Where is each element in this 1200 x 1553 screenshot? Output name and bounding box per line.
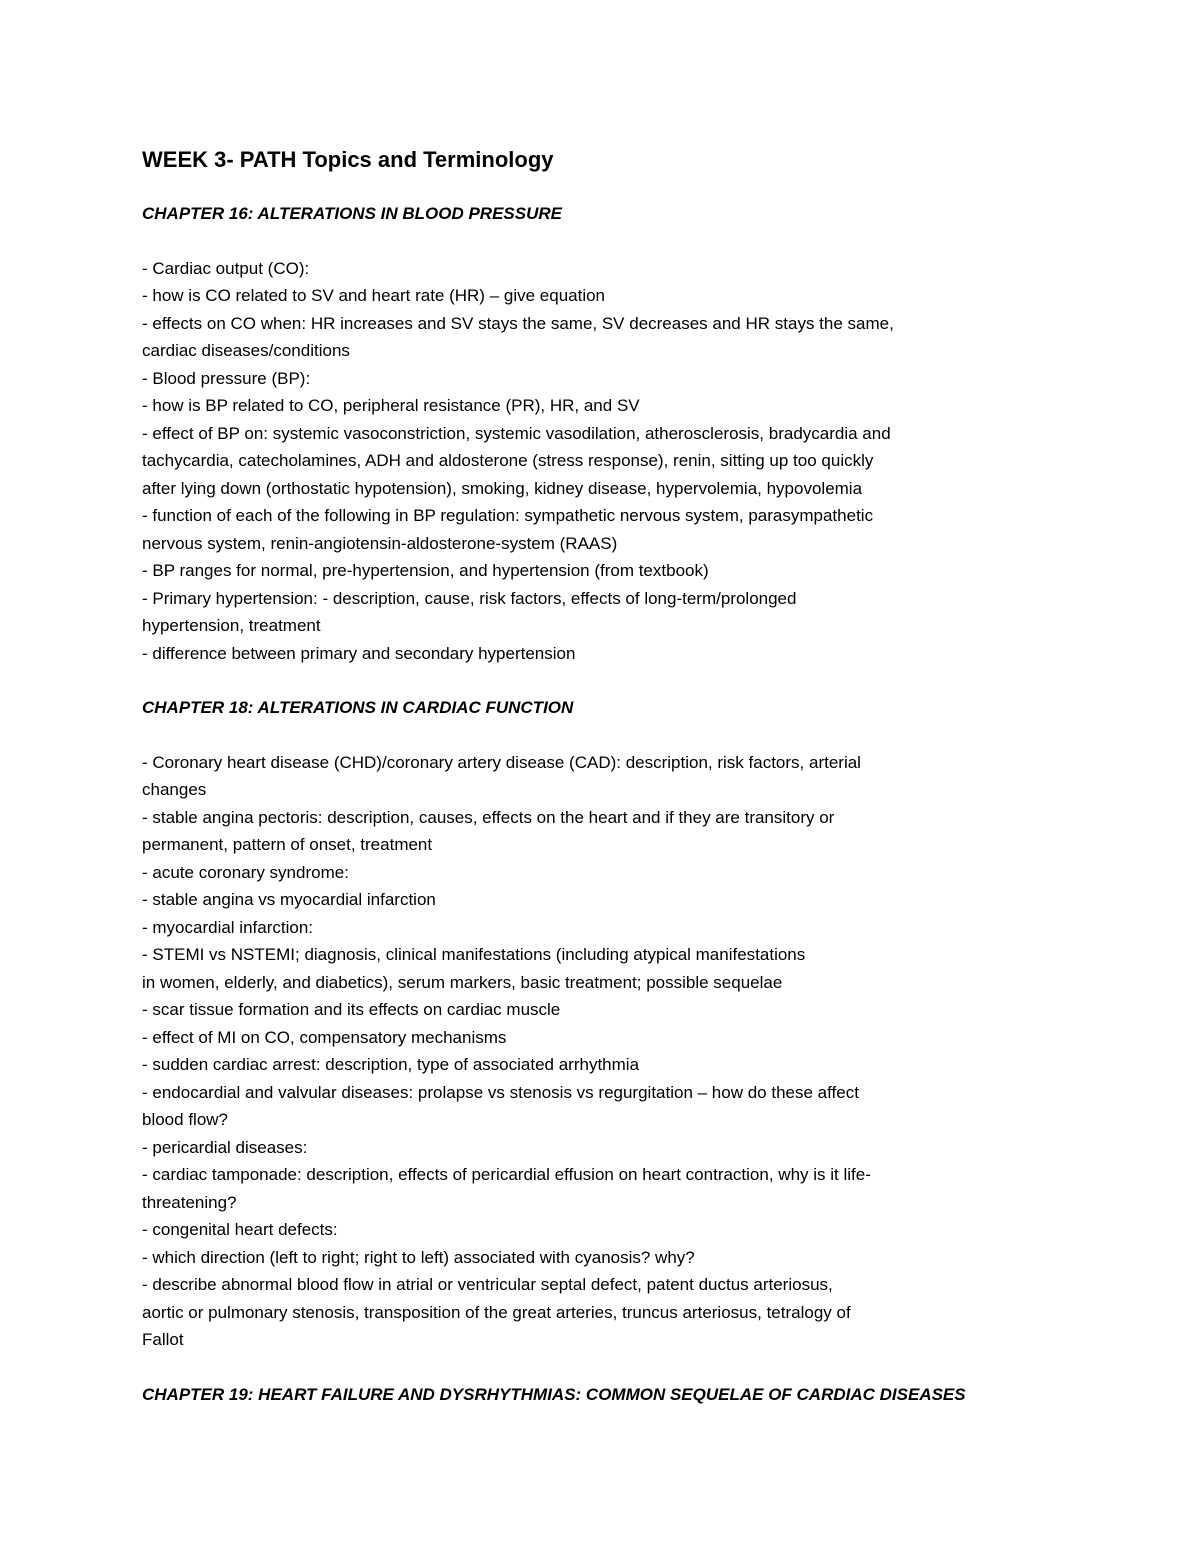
list-line: - difference between primary and secondary hypertension [142,643,576,663]
list-line: - endocardial and valvular diseases: prolapse vs stenosis vs regurgitation – how do these affect [142,1082,859,1102]
list-line: - pericardial diseases: [142,1137,308,1157]
list-line: after lying down (orthostatic hypotension), smoking, kidney disease, hypervolemia, hypovolemia [142,478,863,498]
list-line: tachycardia, catecholamines, ADH and aldosterone (stress response), renin, sitting up too quickly [142,451,874,470]
chapter-19-heading: CHAPTER 19: HEART FAILURE AND DYSRHYTHMIAS: COMMON SEQUELAE OF CARDIAC DISEASES [142,1384,966,1404]
chapter-18-heading: CHAPTER 18: ALTERATIONS IN CARDIAC FUNCTION [142,698,574,717]
list-line: - how is CO related to SV and heart rate (HR) – give equation [142,286,606,305]
list-line: - Coronary heart disease (CHD)/coronary artery disease (CAD): description, risk factors, arterial [142,752,861,772]
list-line: - stable angina pectoris: description, causes, effects on the heart and if they are transitory or [142,807,835,827]
list-line: - which direction (left to right; right to left) associated with cyanosis? why? [142,1247,695,1267]
list-line: threatening? [142,1192,237,1212]
list-line: - describe abnormal blood flow in atrial or ventricular septal defect, patent ductus arteriosus, [142,1275,833,1294]
list-line: - Cardiac output (CO): [142,258,310,278]
chapter-16-heading: CHAPTER 16: ALTERATIONS IN BLOOD PRESSURE [142,204,562,223]
list-line: - STEMI vs NSTEMI; diagnosis, clinical manifestations (including atypical manifestations [142,945,806,964]
list-line: - cardiac tamponade: description, effects of pericardial effusion on heart contraction, why is it life- [142,1165,871,1184]
list-line: - acute coronary syndrome: [142,862,349,882]
list-line: changes [142,780,207,799]
list-line: - Blood pressure (BP): [142,368,311,388]
list-line: - congenital heart defects: [142,1220,338,1239]
list-line: - effect of BP on: systemic vasoconstriction, systemic vasodilation, atherosclerosis, bradycardia and [142,423,891,443]
list-line: aortic or pulmonary stenosis, transposition of the great arteries, truncus arteriosus, tetralogy of [142,1302,851,1322]
list-line: nervous system, renin-angiotensin-aldosterone-system (RAAS) [142,533,618,553]
list-line: hypertension, treatment [142,616,321,635]
list-line: in women, elderly, and diabetics), serum markers, basic treatment; possible sequelae [142,972,783,992]
list-line: - effects on CO when: HR increases and SV stays the same, SV decreases and HR stays the same, [142,313,894,333]
list-line: - effect of MI on CO, compensatory mechanisms [142,1027,507,1047]
list-line: - Primary hypertension: - description, cause, risk factors, effects of long-term/prolonged [142,588,797,608]
document-title: WEEK 3- PATH Topics and Terminology [142,147,554,172]
list-line: Fallot [142,1330,184,1349]
list-line: - stable angina vs myocardial infarction [142,890,436,909]
list-line: - BP ranges for normal, pre-hypertension, and hypertension (from textbook) [142,561,709,580]
list-line: cardiac diseases/conditions [142,341,350,360]
list-line: permanent, pattern of onset, treatment [142,835,433,854]
list-line: - sudden cardiac arrest: description, type of associated arrhythmia [142,1055,640,1074]
chapter-16-list [142,255,1062,668]
document-content [142,146,1062,1408]
list-line: - myocardial infarction: [142,917,314,937]
chapter-18-list [142,749,1062,1354]
list-line: blood flow? [142,1110,229,1129]
list-line: - how is BP related to CO, peripheral resistance (PR), HR, and SV [142,396,640,415]
list-line: - scar tissue formation and its effects on cardiac muscle [142,1000,561,1019]
list-line: - function of each of the following in BP regulation: sympathetic nervous system, parasympathetic [142,506,874,525]
